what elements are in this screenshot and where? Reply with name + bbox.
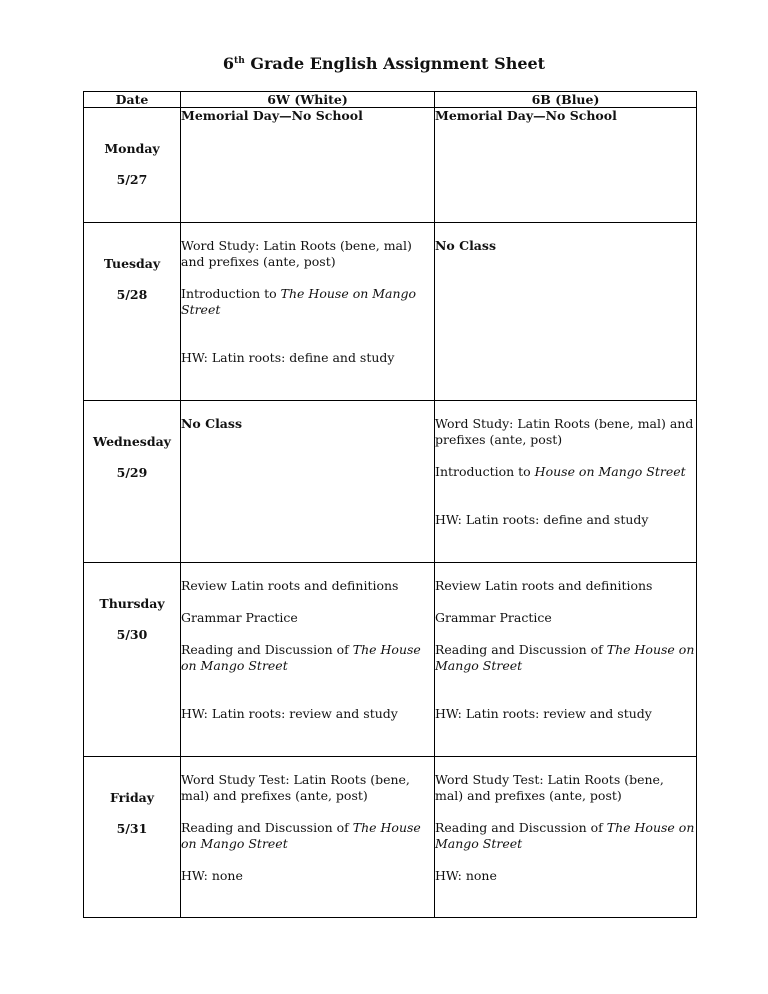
- reading-text: [435, 820, 696, 852]
- reading-text: [181, 820, 434, 852]
- book-title: The House on Mango Street: [435, 642, 695, 673]
- introduction-prefix: Introduction to: [435, 464, 535, 479]
- assignment-table: [83, 91, 697, 918]
- blue-assignment-cell: [435, 223, 697, 401]
- assignment-text: Memorial Day—No School: [181, 108, 363, 123]
- table-row-friday: [84, 757, 697, 918]
- introduction-text: [181, 286, 434, 318]
- blue-assignment-cell: [435, 563, 697, 757]
- review-text: Review Latin roots and definitions: [181, 578, 399, 593]
- homework-text: HW: Latin roots: review and study: [181, 706, 398, 721]
- table-header-row: [84, 92, 697, 108]
- reading-text: [435, 642, 696, 674]
- reading-text: [181, 642, 434, 674]
- date-cell: [84, 223, 181, 401]
- date-label: 5/29: [116, 465, 148, 480]
- blue-assignment-cell: [435, 757, 697, 918]
- day-label: Thursday: [99, 596, 165, 611]
- homework-text: HW: Latin roots: review and study: [435, 706, 652, 721]
- date-label: 5/27: [116, 172, 148, 187]
- reading-prefix: Reading and Discussion of: [435, 642, 607, 657]
- blue-assignment-cell: [435, 401, 697, 563]
- blue-assignment-cell: [435, 108, 697, 223]
- title-text: Grade English Assignment Sheet: [244, 54, 546, 73]
- date-cell: [84, 108, 181, 223]
- book-title: House on Mango Street: [534, 464, 686, 479]
- date-label: 5/31: [116, 821, 148, 836]
- date-cell: [84, 757, 181, 918]
- homework-text: HW: Latin roots: define and study: [181, 350, 395, 365]
- introduction-prefix: Introduction to: [181, 286, 281, 301]
- white-assignment-cell: [181, 108, 435, 223]
- table-row-tuesday: [84, 223, 697, 401]
- book-title: The House on Mango Street: [181, 642, 421, 673]
- day-label: Friday: [109, 790, 155, 805]
- homework-text: HW: none: [435, 868, 497, 883]
- word-study-text: Word Study: Latin Roots (bene, mal) and prefixes (ante, post): [435, 416, 694, 447]
- title-grade-suffix: th: [234, 56, 245, 66]
- day-label: Monday: [104, 141, 160, 156]
- grammar-text: Grammar Practice: [181, 610, 298, 625]
- header-date: Date: [84, 92, 181, 108]
- reading-prefix: Reading and Discussion of: [435, 820, 607, 835]
- book-title: The House on Mango Street: [435, 820, 695, 851]
- title-grade-number: 6: [222, 54, 235, 73]
- homework-text: HW: none: [181, 868, 243, 883]
- grammar-text: Grammar Practice: [435, 610, 552, 625]
- header-6b-blue: 6B (Blue): [435, 92, 697, 108]
- reading-prefix: Reading and Discussion of: [181, 820, 353, 835]
- introduction-text: [435, 464, 696, 480]
- assignment-text: No Class: [181, 416, 242, 431]
- date-cell: [84, 401, 181, 563]
- date-label: 5/28: [116, 287, 148, 302]
- book-title: The House on Mango Street: [181, 286, 417, 317]
- white-assignment-cell: [181, 401, 435, 563]
- date-cell: [84, 563, 181, 757]
- word-study-test-text: Word Study Test: Latin Roots (bene, mal) and prefixes (ante, post): [181, 772, 410, 803]
- book-title: The House on Mango Street: [181, 820, 421, 851]
- day-label: Wednesday: [93, 434, 171, 449]
- header-6w-white: 6W (White): [181, 92, 435, 108]
- review-text: Review Latin roots and definitions: [435, 578, 653, 593]
- assignment-text: Memorial Day—No School: [435, 108, 617, 123]
- date-label: 5/30: [116, 627, 148, 642]
- page-title: [0, 53, 768, 75]
- word-study-text: Word Study: Latin Roots (bene, mal) and prefixes (ante, post): [181, 238, 412, 269]
- day-label: Tuesday: [103, 256, 161, 271]
- assignment-text: No Class: [435, 238, 496, 253]
- table-row-wednesday: [84, 401, 697, 563]
- word-study-test-text: Word Study Test: Latin Roots (bene, mal) and prefixes (ante, post): [435, 772, 664, 803]
- white-assignment-cell: [181, 223, 435, 401]
- table-row-monday: [84, 108, 697, 223]
- reading-prefix: Reading and Discussion of: [181, 642, 353, 657]
- homework-text: HW: Latin roots: define and study: [435, 512, 649, 527]
- table-row-thursday: [84, 563, 697, 757]
- white-assignment-cell: [181, 563, 435, 757]
- white-assignment-cell: [181, 757, 435, 918]
